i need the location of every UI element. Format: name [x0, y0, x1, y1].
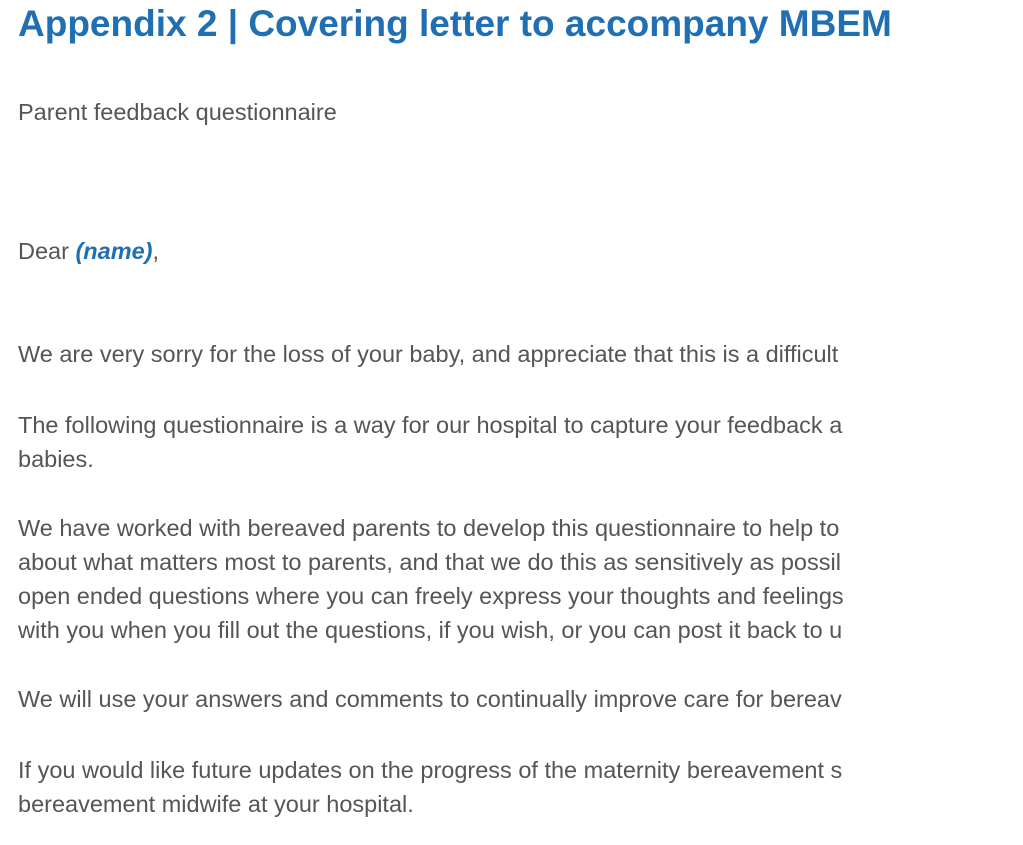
paragraph-line: babies.: [18, 446, 94, 472]
paragraph-questionnaire-purpose: [18, 408, 842, 476]
paragraph-line: We will use your answers and comments to continually improve care for bereav: [18, 686, 842, 712]
paragraph-line: with you when you fill out the questions, if you wish, or you can post it back to u: [18, 617, 843, 643]
page-title: Appendix 2 | Covering letter to accompany MBEM: [18, 3, 892, 44]
paragraph-line: about what matters most to parents, and that we do this as sensitively as possil: [18, 549, 841, 575]
paragraph-line: The following questionnaire is a way for our hospital to capture your feedback a: [18, 412, 843, 438]
paragraph-line: We are very sorry for the loss of your baby, and appreciate that this is a difficult: [18, 341, 839, 367]
paragraph-development: [18, 511, 844, 647]
salutation: [18, 236, 159, 266]
salutation-prefix: Dear: [18, 238, 76, 264]
paragraph-line: open ended questions where you can freely express your thoughts and feelings: [18, 583, 844, 609]
paragraph-line: bereavement midwife at your hospital.: [18, 791, 414, 817]
paragraph-condolence: [18, 337, 838, 371]
letter-subtitle: Parent feedback questionnaire: [18, 99, 337, 125]
paragraph-line: We have worked with bereaved parents to develop this questionnaire to help to: [18, 515, 840, 541]
paragraph-future-updates: [18, 753, 842, 821]
paragraph-use-of-answers: [18, 682, 842, 716]
paragraph-line: If you would like future updates on the progress of the maternity bereavement s: [18, 757, 843, 783]
name-placeholder: (name): [75, 238, 153, 264]
salutation-suffix: ,: [152, 238, 160, 264]
